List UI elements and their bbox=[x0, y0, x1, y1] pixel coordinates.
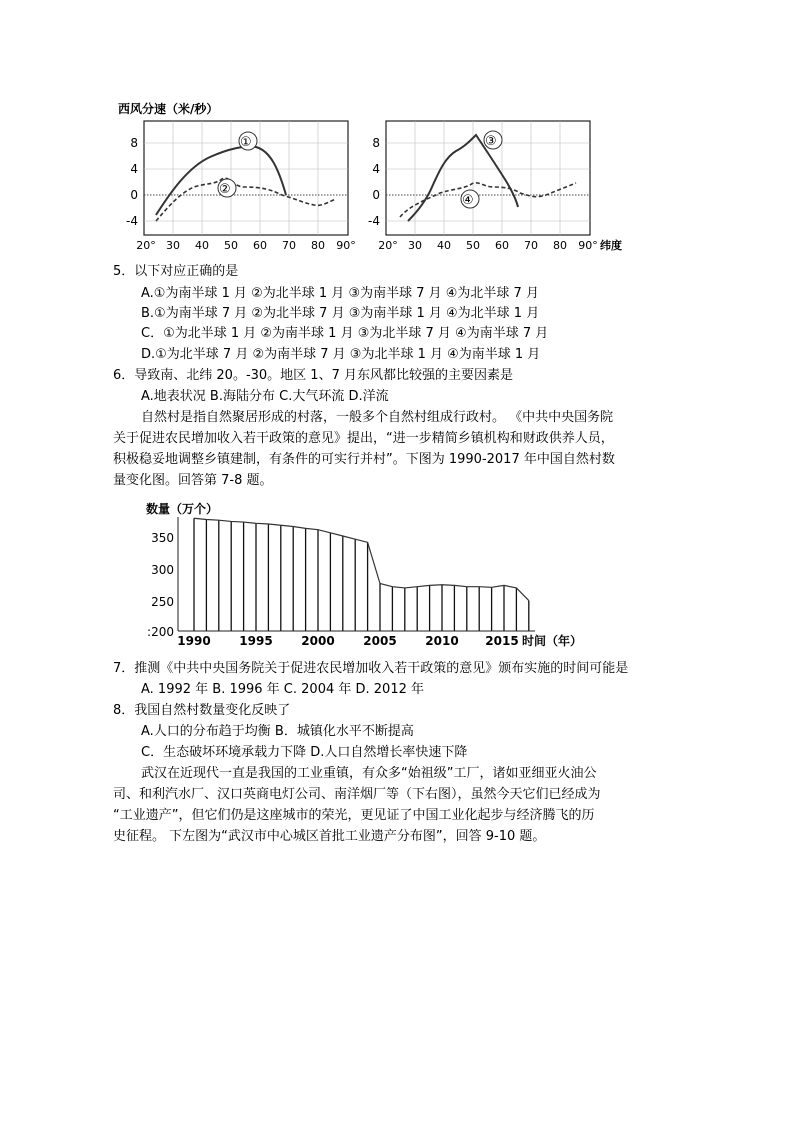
q5-option-c: C．①为北半球 1 月 ②为南半球 1 月 ③为北半球 7 月 ④为南半球 7 月 bbox=[141, 326, 549, 341]
para1-line: 积极稳妥地调整乡镇建制，有条件的可实行并村”。下图为 1990-2017 年中国自然村数 bbox=[113, 452, 615, 467]
chart-xtick: 2010 bbox=[425, 634, 459, 648]
right-xtick: 50 bbox=[466, 239, 480, 252]
para2-line: 武汉在近现代一直是我国的工业重镇，有众多“始祖级”工厂，诸如亚细亚火油公 bbox=[141, 766, 597, 781]
q5-stem: 5．以下对应正确的是 bbox=[113, 264, 239, 279]
chart-ytick: 300 bbox=[151, 563, 174, 577]
left-xtick: 40 bbox=[195, 239, 209, 252]
q7-options: A. 1992 年 B. 1996 年 C. 2004 年 D. 2012 年 bbox=[141, 682, 424, 697]
right-ytick: 4 bbox=[372, 162, 380, 176]
wind-panel-left bbox=[126, 121, 356, 252]
q5-option-a: A.①为南半球 1 月 ②为北半球 1 月 ③为南半球 7 月 ④为北半球 7 月 bbox=[141, 286, 539, 301]
q8-stem: 8．我国自然村数量变化反映了 bbox=[113, 703, 291, 718]
chart-xtick: 1990 bbox=[177, 634, 211, 648]
chart-ytick: :200 bbox=[147, 625, 174, 639]
left-xtick: 70 bbox=[282, 239, 296, 252]
chart-ylabel: 数量（万个） bbox=[146, 502, 219, 516]
left-xtick: 80 bbox=[311, 239, 325, 252]
para2-line: “工业遗产”，但它们仍是这座城市的荣光，更见证了中国工业化起步与经济腾飞的历 bbox=[113, 808, 595, 823]
wind-panel-right bbox=[368, 121, 622, 252]
q5-option-d: D.①为北半球 7 月 ②为南半球 7 月 ③为北半球 1 月 ④为南半球 1 月 bbox=[141, 347, 541, 362]
right-xtick: 60 bbox=[495, 239, 509, 252]
para1-line: 关于促进农民增加收入若干政策的意见》提出，“进一步精简乡镇机构和财政供养人员， bbox=[113, 431, 614, 446]
chart-ytick: 350 bbox=[151, 531, 174, 545]
left-ytick: -4 bbox=[126, 214, 138, 228]
left-ytick: 0 bbox=[130, 188, 138, 202]
left-xtick: 50 bbox=[224, 239, 238, 252]
left-xtick: 20° bbox=[136, 239, 156, 252]
q5-option-b: B.①为南半球 7 月 ②为北半球 7 月 ③为南半球 1 月 ④为北半球 1 月 bbox=[141, 306, 540, 321]
right-xtick: 20° bbox=[378, 239, 398, 252]
right-ytick: 8 bbox=[372, 136, 380, 150]
para1-line: 自然村是指自然聚居形成的村落，一般多个自然村组成行政村。 《中共中央国务院 bbox=[141, 410, 614, 425]
curve-label-1: ① bbox=[240, 135, 252, 150]
right-ytick: 0 bbox=[372, 188, 380, 202]
chart-xtick: 2000 bbox=[301, 634, 335, 648]
left-ytick: 4 bbox=[130, 162, 138, 176]
q6-stem: 6．导致南、北纬 20。-30。地区 1、7 月东风都比较强的主要因素是 bbox=[113, 368, 513, 383]
right-xtick: 90° bbox=[578, 239, 598, 252]
q8-option-ab: A.人口的分布趋于均衡 B．城镇化水平不断提高 bbox=[141, 724, 414, 739]
para2-line: 史征程。 下左图为“武汉市中心城区首批工业遗产分布图”，回答 9-10 题。 bbox=[113, 829, 546, 844]
q8-option-cd: C．生态破坏环境承载力下降 D.人口自然增长率快速下降 bbox=[141, 745, 468, 760]
chart-xlabel: 时间（年） bbox=[522, 634, 583, 648]
curve-label-4: ④ bbox=[462, 193, 474, 208]
left-xtick: 30 bbox=[166, 239, 180, 252]
para1-line: 量变化图。回答第 7-8 题。 bbox=[113, 473, 273, 488]
q7-stem: 7．推测《中共中央国务院关于促进农民增加收入若干政策的意见》颁布实施的时间可能是 bbox=[113, 661, 629, 676]
chart-ytick: 250 bbox=[151, 595, 174, 609]
chart-xtick: 1995 bbox=[239, 634, 273, 648]
para2-line: 司、和利汽水厂、汉口英商电灯公司、南洋烟厂等（下右图），虽然今天它们已经成为 bbox=[113, 787, 601, 802]
left-xtick: 90° bbox=[336, 239, 356, 252]
curve-label-2: ② bbox=[219, 182, 231, 197]
right-ytick: -4 bbox=[368, 214, 380, 228]
curve-label-3: ③ bbox=[485, 134, 497, 149]
chart-xtick: 2005 bbox=[363, 634, 397, 648]
right-xtick: 80 bbox=[553, 239, 567, 252]
q6-options: A.地表状况 B.海陆分布 C.大气环流 D.洋流 bbox=[141, 389, 389, 404]
wind-xunit: 纬度 bbox=[600, 239, 622, 252]
village-chart bbox=[140, 497, 590, 652]
right-xtick: 40 bbox=[437, 239, 451, 252]
left-xtick: 60 bbox=[253, 239, 267, 252]
left-ytick: 8 bbox=[130, 136, 138, 150]
wind-ylabel: 西风分速（米/秒） bbox=[118, 102, 219, 116]
right-xtick: 70 bbox=[524, 239, 538, 252]
chart-xtick: 2015 bbox=[485, 634, 519, 648]
wind-figure bbox=[110, 95, 650, 255]
right-xtick: 30 bbox=[408, 239, 422, 252]
